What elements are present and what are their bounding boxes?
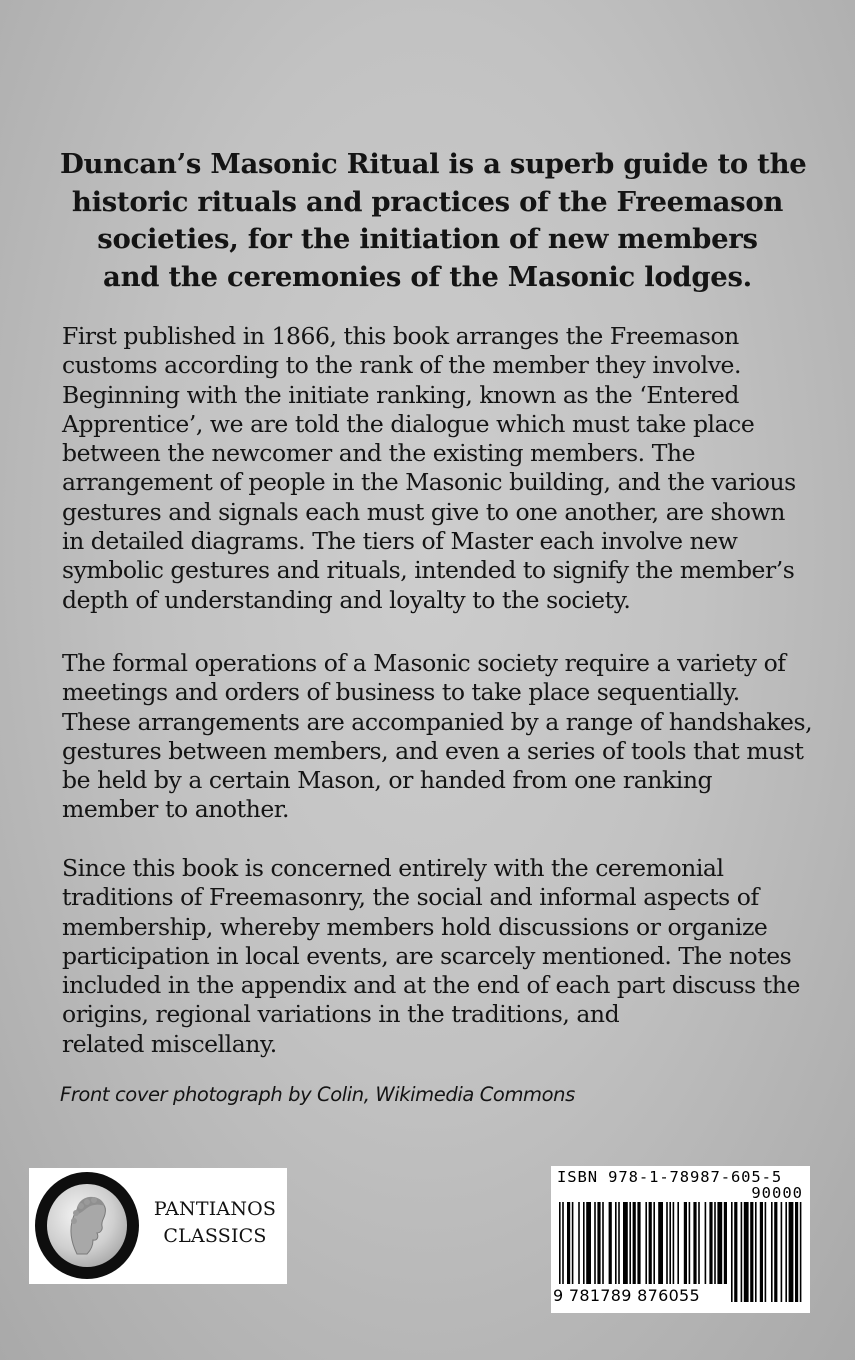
text-line: origins, regional variations in the traditions, and [62,1000,620,1029]
blurb-line: historic rituals and practices of the Freemason [71,185,784,218]
price-code: 90000 [751,1184,803,1202]
barcode-bar [774,1202,777,1302]
text-line: Beginning with the initiate ranking, known as the ‘Entered [62,380,739,409]
barcode-bar [666,1202,668,1284]
blurb-line: societies, for the initiation of new members [97,223,758,255]
barcode-bar [717,1202,722,1284]
barcode-bar [615,1202,617,1284]
barcode-bar [609,1202,612,1284]
addon-barcode-bars [731,1202,803,1302]
barcode-bar [684,1202,687,1284]
text-line: symbolic gestures and rituals, intended to signify the member’s [62,556,795,585]
publisher-name-line-1: PANTIANOS [153,1198,277,1220]
barcode-bar [649,1202,652,1284]
barcode-bar [597,1202,600,1284]
barcode-bar [731,1202,733,1302]
text-line: First published in 1866, this book arranges the Freemason [62,322,739,350]
barcode-bar [633,1202,636,1284]
barcode-bar [709,1202,712,1284]
barcode-bar [673,1202,675,1284]
text-line: meetings and orders of business to take place sequentially. [62,678,740,707]
portrait-profile [47,1184,127,1267]
barcode-bar [698,1202,700,1284]
barcode-bar [578,1202,580,1284]
text-line: gestures between members, and even a series of tools that must [62,736,804,765]
text-line: traditions of Freemasonry, the social and informal aspects of [62,883,759,912]
barcode-bar [789,1202,794,1302]
text-line: depth of understanding and loyalty to the society. [62,585,631,614]
barcode-bar [744,1202,749,1302]
barcode-bar [572,1202,574,1284]
text-line: related miscellany. [62,1029,277,1058]
blurb [60,146,807,296]
barcode-bar [760,1202,763,1302]
barcode-bar [677,1202,679,1284]
barcode-bar [629,1202,631,1284]
text-line: be held by a certain Mason, or handed from one ranking [62,766,713,795]
barcode-bar [781,1202,783,1302]
publisher-logo [29,1168,287,1284]
barcode-bars [559,1202,727,1284]
barcode-bar [586,1202,591,1284]
barcode-bar [658,1202,663,1284]
barcode-bar [559,1202,561,1284]
publisher-name-line-2: CLASSICS [163,1225,267,1247]
text-line: participation in local events, are scarcely mentioned. The notes [62,941,792,970]
barcode-bar [567,1202,570,1284]
text-line: The formal operations of a Masonic society require a variety of [62,649,786,677]
barcode-bar [645,1202,647,1284]
barcode-bar [669,1202,671,1284]
description-paragraph-3 [62,854,802,1059]
barcode-bar [714,1202,716,1284]
barcode-bar [771,1202,773,1302]
barcode-bar [724,1202,727,1284]
blurb-line: Duncan’s Masonic Ritual is a superb guide to the [60,148,807,180]
barcode-bar [689,1202,691,1284]
barcode-bar [618,1202,620,1284]
text-line: member to another. [62,795,289,824]
barcode-bar [693,1202,696,1284]
isbn-label: ISBN 978-1-78987-605-5 [557,1168,783,1186]
barcode-bar [785,1202,787,1302]
text-line: Since this book is concerned entirely with the ceremonial [62,854,724,882]
text-line: in detailed diagrams. The tiers of Master each involve new [62,527,738,556]
barcode-bar [653,1202,655,1284]
text-line: Apprentice’, we are told the dialogue which must take place [62,409,755,438]
barcode-bar [583,1202,585,1284]
barcode-bar [741,1202,743,1302]
blurb-line: and the ceremonies of the Masonic lodges. [103,260,752,293]
barcode-bar [705,1202,707,1284]
text-line: between the newcomer and the existing members. The [62,439,696,468]
barcode-bar [800,1202,802,1302]
text-line: arrangement of people in the Masonic building, and the various [62,468,796,497]
barcode-bar [602,1202,604,1284]
barcode-bar [795,1202,798,1302]
description-paragraph-1 [62,322,802,615]
barcode-bar [637,1202,640,1284]
coin-portrait-icon [35,1172,139,1279]
barcode-bar [755,1202,757,1302]
barcode-bar [750,1202,753,1302]
barcode-bar [594,1202,596,1284]
description-paragraph-2 [62,649,813,825]
text-line: These arrangements are accompanied by a range of handshakes, [62,707,813,736]
text-line: included in the appendix and at the end of each part discuss the [62,971,800,1000]
text-line: membership, whereby members hold discussions or organize [62,912,768,941]
photo-credit: Front cover photograph by Colin, Wikimedia Commons [60,1083,575,1106]
barcode-bar [623,1202,628,1284]
barcode-bar [562,1202,564,1284]
barcode-digits: 9 781789 876055 [553,1286,701,1305]
barcode-bar [734,1202,737,1302]
isbn-barcode [551,1166,810,1313]
barcode-bar [765,1202,767,1302]
text-line: gestures and signals each must give to one another, are shown [62,497,785,526]
text-line: customs according to the rank of the member they involve. [62,351,742,380]
